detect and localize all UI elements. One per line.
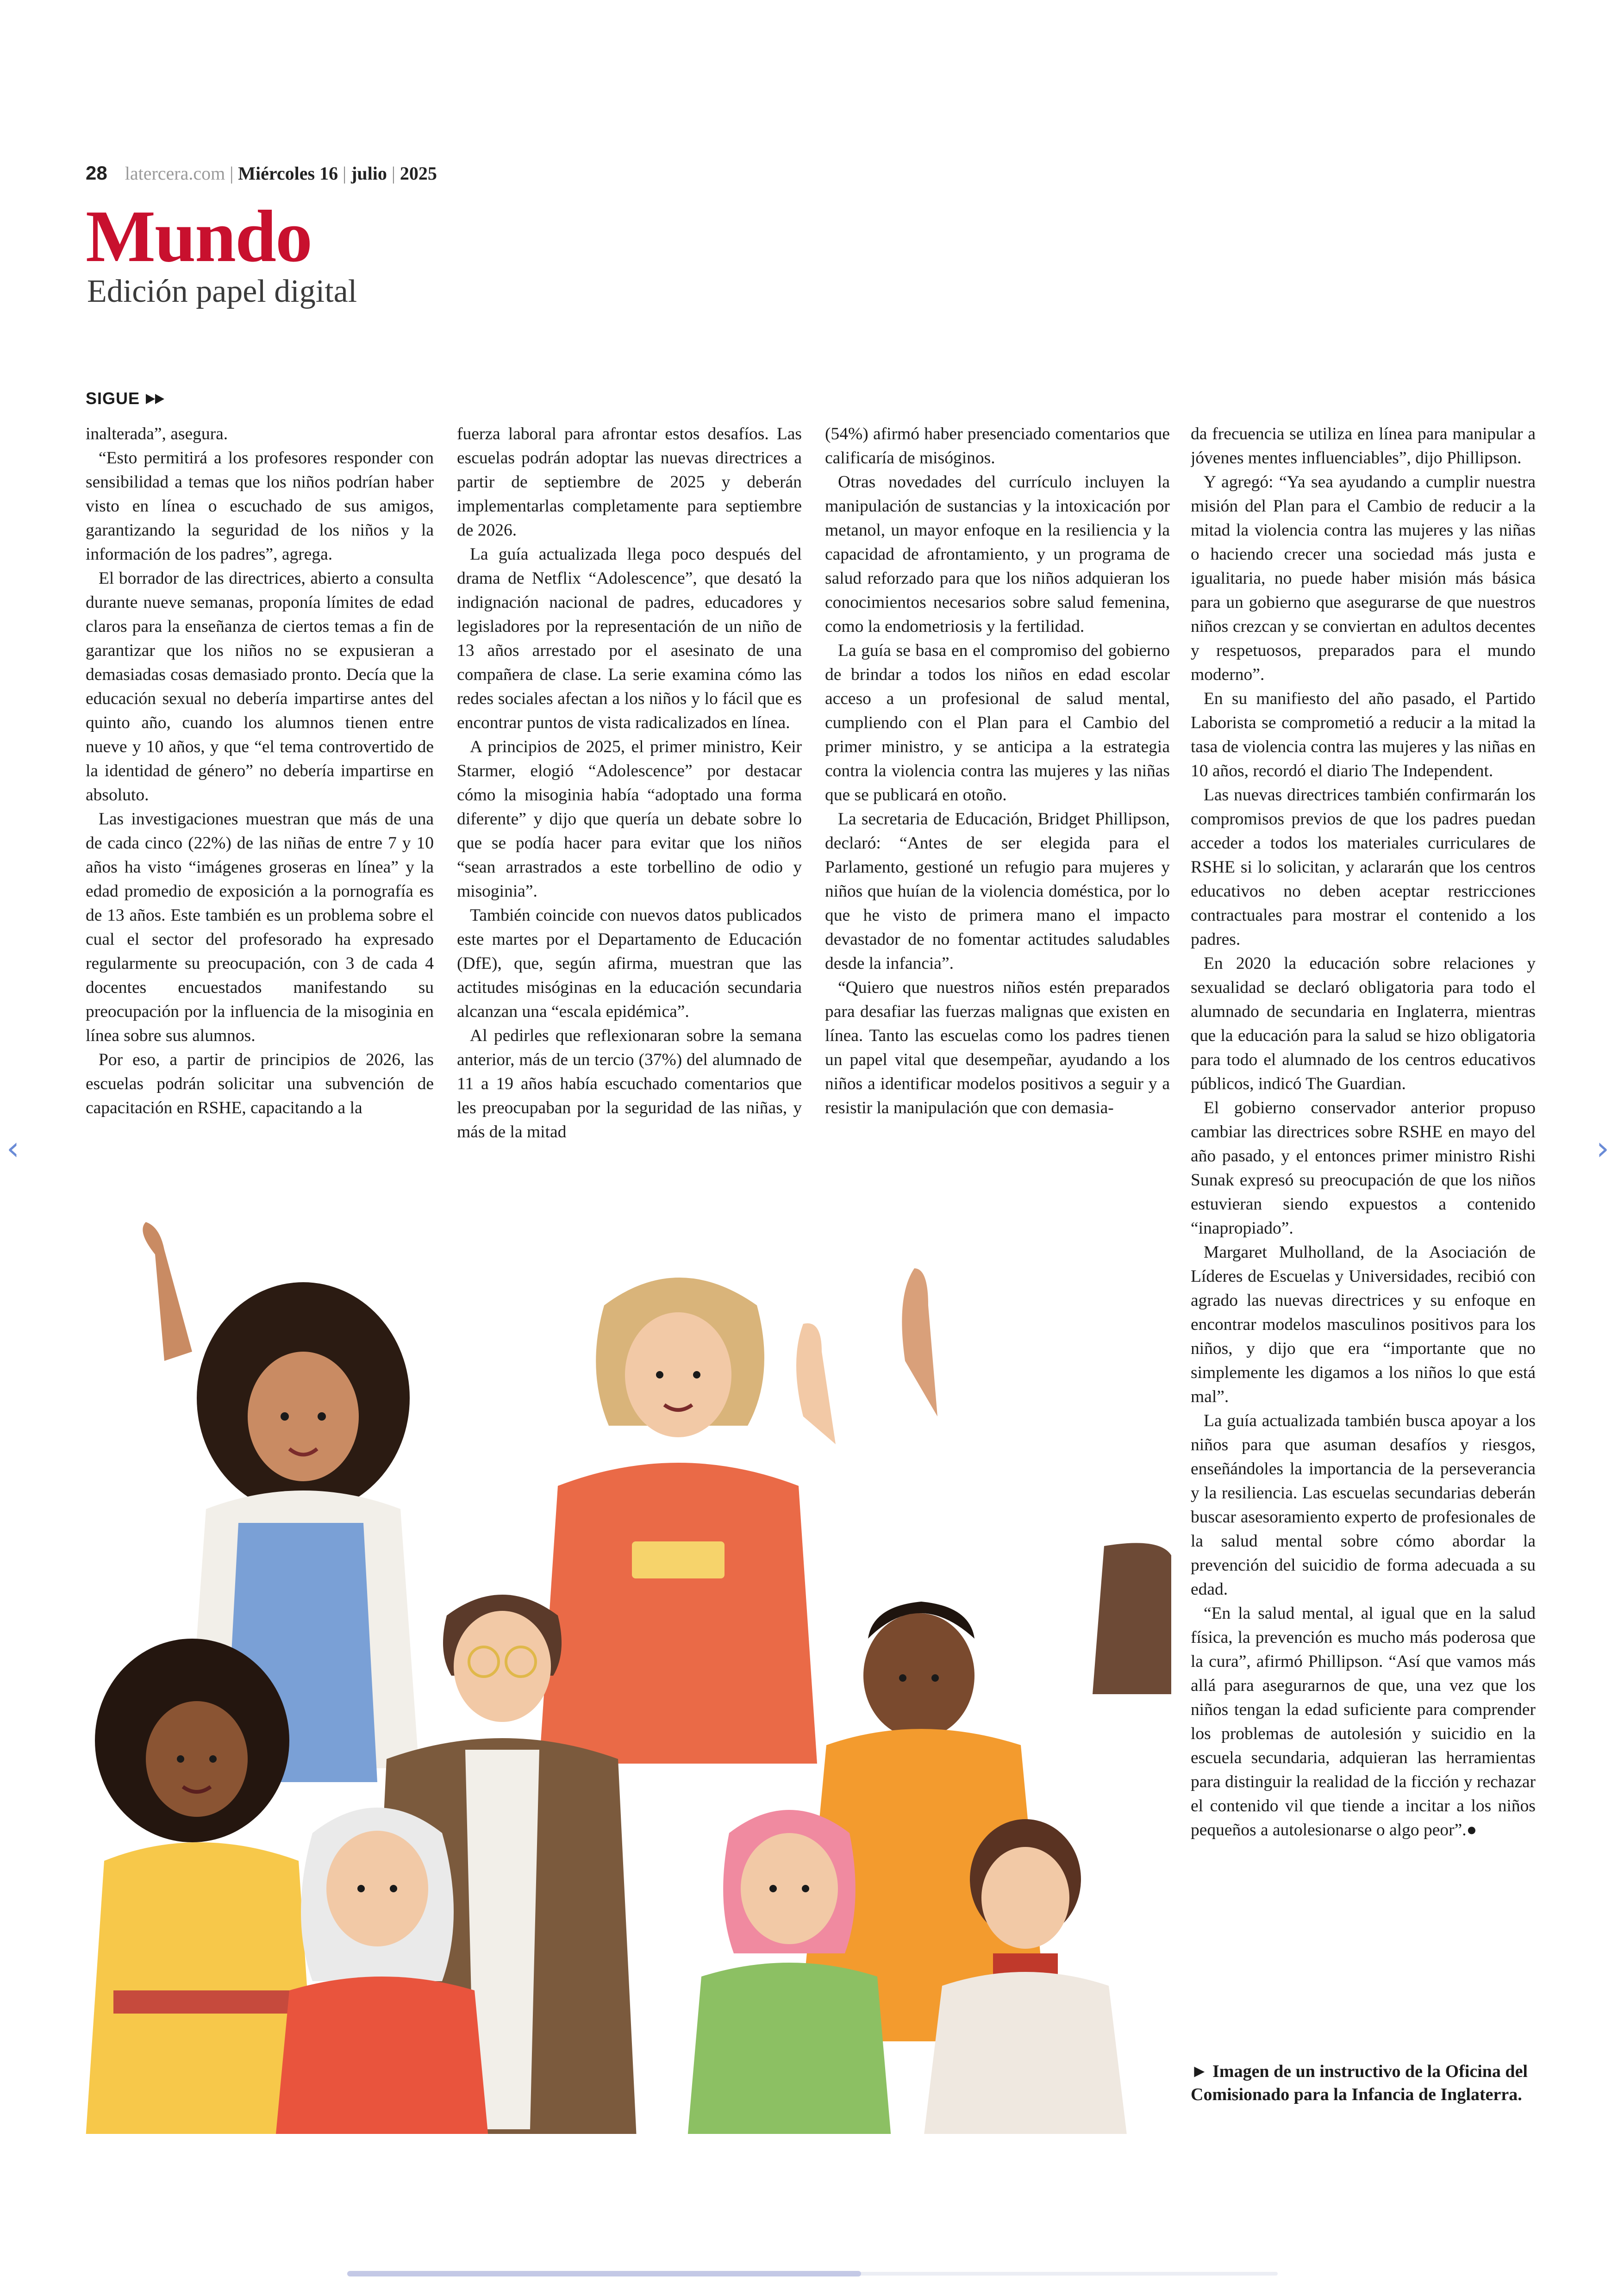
- article-paragraph: La guía actualizada llega poco después del drama de Netflix “Adolescence”, que desató la indignación nacional de padres, educadores y legisladores por la representación de un niño de 13 años arrestado por el asesinato de una compañera de clase. La serie examina cómo las redes sociales afectan a los niños y lo fácil que es encontrar puntos de vista radicalizados en línea.: [457, 545, 802, 732]
- date-day: Miércoles 16: [238, 163, 338, 184]
- article-paragraph: El borrador de las directrices, abierto a consulta durante nueve semanas, proponía límites de edad claros para la enseñanza de ciertos temas a fin de garantizar que los niños no se expusieran a demasiadas cosas demasiado pronto. Decía que la educación sexual no debería impartirse antes del quinto año, cuando los alumnos tienen entre nueve y 10 años, y que “el tema controvertido de la identidad de género” no debería impartirse en absoluto.: [86, 569, 434, 804]
- caption-text: Imagen de un instructivo de la Oficina del Comisionado para la Infancia de Inglaterra.: [1191, 2062, 1528, 2104]
- article-paragraph: Las investigaciones muestran que más de una de cada cinco (22%) de las niñas de entre 7 y 10 años ha visto “imágenes groseras en línea” y la edad promedio de exposición a la pornografía es de 13 años. Este también es un problema sobre el cual el sector del profesorado ha expresado regularmente su preocupación, con 3 de cada 4 docentes encuestados manifestando su preocupación por la influencia de la misoginia en línea sobre sus alumnos.: [86, 810, 434, 1045]
- double-play-icon: [145, 389, 166, 408]
- date-year: 2025: [400, 163, 437, 184]
- article-column-1: [86, 422, 434, 1191]
- article-paragraph: En su manifiesto del año pasado, el Partido Laborista se comprometió a reducir a la mitad la tasa de violencia contra las mujeres y las niñas en 10 años, recordó el diario The Independent.: [1191, 689, 1536, 780]
- article-paragraph: Las nuevas directrices también confirmarán los compromisos previos de que los padres puedan acceder a todos los materiales curriculares de RSHE si lo solicitan, y aclararán que los centros educativos no deben aceptar restricciones contractuales para mostrar el contenido a los padres.: [1191, 786, 1536, 949]
- article-paragraph: La guía actualizada también busca apoyar a los niños para que asuman desafíos y riesgos, enseñándoles la importancia de la perseverancia y la resiliencia. Las escuelas secundarias deberán buscar asesoramiento experto de profesionales de la salud mental sobre cómo abordar la prevención del suicidio de forma adecuada a su edad.: [1191, 1411, 1536, 1599]
- section-title: Mundo: [86, 195, 312, 277]
- figure-woman-blonde: [539, 1278, 817, 1764]
- article-paragraph: “Esto permitirá a los profesores responder con sensibilidad a temas que los niños podrían haber visto en línea o escuchado de sus amigos, garantizando la seguridad de los niños y la información de los padres”, agrega.: [86, 449, 434, 564]
- article-paragraph: da frecuencia se utiliza en línea para manipular a jóvenes mentes influenciables”, dijo Phillipson.: [1191, 424, 1536, 468]
- article-paragraph: Al pedirles que reflexionaran sobre la semana anterior, más de un tercio (37%) del alumnado de 11 a 19 años había escuchado comentarios que les preocupaban por la seguridad de las niñas, y más de la mitad: [457, 1026, 802, 1141]
- article-paragraph: fuerza laboral para afrontar estos desafíos. Las escuelas podrán adoptar las nuevas directrices a partir de septiembre de 2025 y deberán implementarlas completamente para septiembre de 2026.: [457, 424, 802, 540]
- end-mark-icon: ●: [1466, 1821, 1477, 1840]
- article-paragraph: Otras novedades del currículo incluyen la manipulación de sustancias y la intoxicación por metanol, un mayor enfoque en la resiliencia y la capacidad de afrontamiento, y un programa de salud reforzado para que los niños adquieran los conocimientos necesarios sobre salud femenina, como la endometriosis y la fertilidad.: [825, 473, 1170, 636]
- chevron-left-icon[interactable]: ‹: [6, 1129, 19, 1167]
- article-column-4: [1191, 422, 1536, 2005]
- separator: |: [230, 163, 234, 184]
- illustration-people-waving: [86, 1222, 1171, 2134]
- article-paragraph: La guía se basa en el compromiso del gobierno de brindar a todos los niños en edad escolar acceso a un profesional de salud mental, cumpliendo con el Plan para el Cambio del primer ministro, y se anticipa a la estrategia contra la violencia contra las mujeres y las niñas que se publicará en otoño.: [825, 641, 1170, 804]
- date-month: julio: [351, 163, 387, 184]
- article-paragraph: El gobierno conservador anterior propuso cambiar las directrices sobre RSHE en mayo del año pasado, y el entonces primer ministro Rishi Sunak expresó su preocupación de que los niños estuvieran siendo expuestos a contenido “inapropiado”.: [1191, 1098, 1536, 1238]
- article-paragraph: “Quiero que nuestros niños estén preparados para desafiar las fuerzas malignas que existen en línea. Tanto las escuelas como los padres tienen un papel vital que desempeñar, ayudando a los niños a identificar modelos positivos a seguir y a resistir la manipulación que con demasia-: [825, 978, 1170, 1117]
- chevron-right-icon[interactable]: ›: [1596, 1129, 1609, 1167]
- article-paragraph: A principios de 2025, el primer ministro, Keir Starmer, elogió “Adolescence” por destacar cómo la misoginia había “adoptado una forma diferente” y dijo que quería un debate sobre lo que se podía hacer para evitar que los niños “sean arrastrados a este torbellino de odio y misoginia”.: [457, 737, 802, 901]
- article-paragraph: “En la salud mental, al igual que en la salud física, la prevención es mucho más poderosa que la cura”, afirmó Phillipson. “Así que vamos más allá para asegurarnos de que, una vez que los niños tengan la edad suficiente para comprender los problemas de autolesión y suicidio en la escuela secundaria, adquieran las herramientas para distinguir la realidad de la ficción y rechazar el contenido vil que tiende a incitar a los niños pequeños a autolesionarse o algo peor”.●: [1191, 1604, 1536, 1840]
- article-paragraph: Por eso, a partir de principios de 2026, las escuelas podrán solicitar una subvención de capacitación en RSHE, capacitando a la: [86, 1050, 434, 1117]
- separator: |: [343, 163, 347, 184]
- section-subtitle: Edición papel digital: [87, 274, 357, 309]
- site-name: latercera.com: [125, 163, 225, 184]
- article-paragraph: En 2020 la educación sobre relaciones y sexualidad se declaró obligatoria para todo el alumnado de secundaria en Inglaterra, mientras que la educación para la salud se hizo obligatoria para todo el alumnado de los centros educativos públicos, indicó The Guardian.: [1191, 954, 1536, 1093]
- article-paragraph: También coincide con nuevos datos publicados este martes por el Departamento de Educación (DfE), que, según afirma, muestran que las actitudes misóginas en la educación secundaria alcanzan una “escala epidémica”.: [457, 906, 802, 1021]
- article-column-2: [457, 422, 802, 1191]
- article-paragraph: Y agregó: “Ya sea ayudando a cumplir nuestra misión del Plan para el Cambio de reducir a la mitad la violencia contra las mujeres y las niñas o haciendo crecer una sociedad más justa e igualitaria, no puede haber misión más básica para un gobierno que asegurarse de que nuestros niños crezcan y se conviertan en adultos decentes y respetuosos, preparados para el mundo moderno”.: [1191, 473, 1536, 684]
- continues-label: [86, 389, 166, 408]
- scroll-thumb[interactable]: [347, 2271, 861, 2276]
- folio-line: [86, 162, 437, 190]
- caption-marker: ►: [1191, 2062, 1208, 2081]
- article-paragraph: inalterada”, asegura.: [86, 424, 228, 443]
- article-paragraph: La secretaria de Educación, Bridget Phillipson, declaró: “Antes de ser elegida para el Parlamento, gestioné un refugio para mujeres y niños que huían de la violencia doméstica, por lo que he visto de primera mano el impacto devastador de no fomentar actitudes saludables desde la infancia”.: [825, 810, 1170, 973]
- continues-text: SIGUE: [86, 389, 140, 408]
- separator: |: [391, 163, 395, 184]
- article-paragraph: Margaret Mulholland, de la Asociación de Líderes de Escuelas y Universidades, recibió con agrado las nuevas directrices y su enfoque en encontrar modelos masculinos positivos para los niños, y dijo que era “importante que no simplemente les digamos a los niños lo que está mal”.: [1191, 1243, 1536, 1406]
- article-paragraph: (54%) afirmó haber presenciado comentarios que calificaría de misóginos.: [825, 424, 1170, 468]
- page-number: 28: [86, 162, 107, 184]
- figure-woman-afro: [86, 1639, 317, 2134]
- article-column-3: [825, 422, 1170, 1191]
- image-caption: [1191, 2060, 1533, 2106]
